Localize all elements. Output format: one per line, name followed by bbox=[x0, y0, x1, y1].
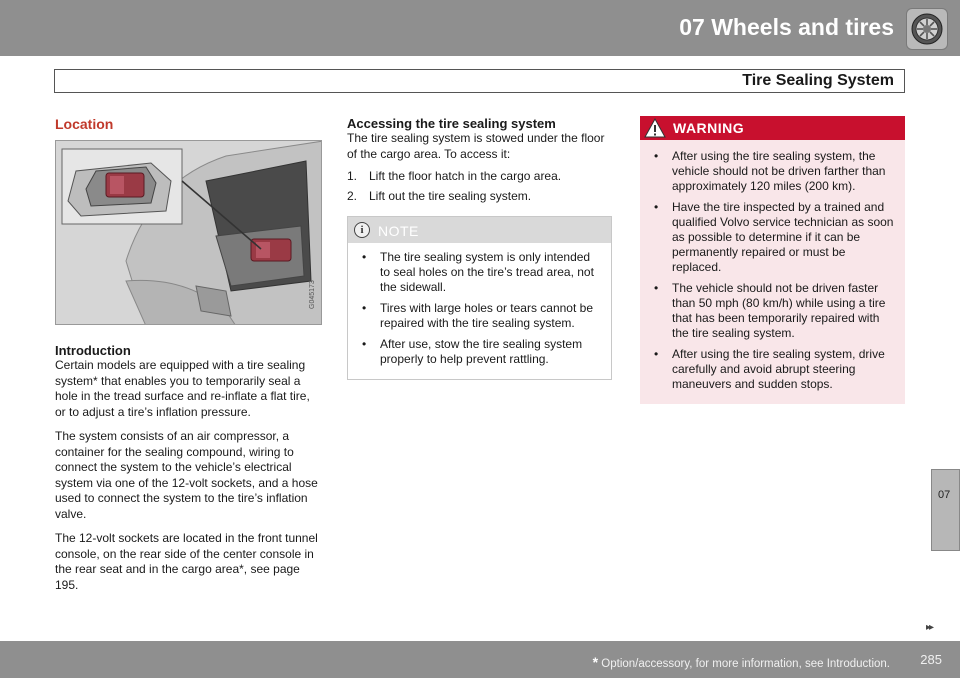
side-tab-label: 07 bbox=[938, 489, 951, 501]
warning-triangle-icon bbox=[644, 118, 666, 138]
warning-item bbox=[648, 149, 897, 194]
section-title: Tire Sealing System bbox=[742, 72, 894, 89]
section-title-box bbox=[54, 69, 905, 93]
warning-item bbox=[648, 347, 897, 392]
cargo-illustration-drawing bbox=[56, 141, 322, 325]
page-number: 285 bbox=[920, 652, 942, 667]
info-icon: i bbox=[354, 222, 370, 238]
wheel-icon-box bbox=[906, 8, 948, 50]
next-page-arrows-icon[interactable]: ▸▸ bbox=[926, 622, 933, 633]
warning-body bbox=[640, 140, 905, 404]
chapter-header-bar bbox=[0, 0, 960, 56]
intro-paragraph: The system consists of an air compressor, a container for the sealing compound, wiring to connect the system to the vehicle’s electrical system via one of the 12-volt sockets, and a hose used to connect the system to the tire’s inflation valve. bbox=[55, 429, 318, 521]
chapter-title: 07 Wheels and tires bbox=[679, 14, 894, 40]
wheel-icon bbox=[910, 12, 944, 46]
warning-item bbox=[648, 281, 897, 341]
step-item bbox=[347, 169, 612, 185]
note-box bbox=[347, 216, 612, 380]
step-number: 1. bbox=[347, 169, 358, 183]
bullet-icon: • bbox=[654, 281, 659, 295]
step-item bbox=[347, 189, 612, 205]
warning-item-text: After using the tire sealing system, the vehicle should not be driven farther than approximately 120 miles (200 km). bbox=[672, 149, 886, 193]
accessing-steps bbox=[347, 169, 612, 204]
cargo-area-illustration bbox=[55, 140, 322, 325]
intro-paragraph: The 12-volt sockets are located in the front tunnel console, on the rear side of the center console in the rear seat and in the cargo area*, see page 195. bbox=[55, 531, 318, 592]
accessing-heading: Accessing the tire sealing system bbox=[347, 116, 556, 131]
warning-item-text: The vehicle should not be driven faster than 50 mph (80 km/h) while using a tire that has been temporarily repaired with the tire sealing system. bbox=[672, 281, 886, 340]
column-left bbox=[55, 116, 323, 593]
chapter-side-tab[interactable] bbox=[931, 469, 960, 551]
note-item bbox=[356, 301, 603, 331]
warning-box bbox=[640, 116, 905, 404]
image-code: G045173 bbox=[309, 280, 316, 309]
note-item-text: The tire sealing system is only intended to seal holes on the tire’s tread area, not the sidewall. bbox=[380, 250, 594, 294]
step-text: Lift the floor hatch in the cargo area. bbox=[369, 169, 562, 183]
location-heading: Location bbox=[55, 116, 114, 132]
footer-bar bbox=[0, 641, 960, 678]
footer-star: * bbox=[592, 654, 599, 670]
introduction-heading: Introduction bbox=[55, 343, 131, 358]
bullet-icon: • bbox=[654, 149, 659, 163]
warning-item bbox=[648, 200, 897, 275]
step-text: Lift out the tire sealing system. bbox=[369, 188, 532, 203]
warning-header bbox=[640, 116, 905, 140]
column-right bbox=[640, 116, 905, 404]
warning-item-text: Have the tire inspected by a trained and qualified Volvo service technician as soon as possible to determine if it can be permanently repaired or must be replaced. bbox=[672, 200, 894, 274]
bullet-icon: • bbox=[654, 200, 659, 214]
footer-note-text: Option/accessory, for more information, see Introduction. bbox=[601, 658, 890, 670]
note-body bbox=[348, 243, 611, 379]
bullet-icon: • bbox=[362, 301, 367, 315]
bullet-icon: • bbox=[362, 250, 367, 264]
note-label: NOTE bbox=[378, 223, 419, 239]
note-header bbox=[348, 217, 611, 243]
note-item-text: Tires with large holes or tears cannot be repaired with the tire sealing system. bbox=[380, 301, 593, 330]
bullet-icon: • bbox=[362, 337, 367, 351]
warning-item-text: After using the tire sealing system, drive carefully and avoid abrupt steering maneuvers and sudden stops. bbox=[672, 347, 885, 391]
intro-paragraph: Certain models are equipped with a tire sealing system* that enables you to temporarily seal a hole in the tread surface and re-inflate a flat tire, or to adjust a tire’s inflation pressure. bbox=[55, 358, 310, 419]
step-number: 2. bbox=[347, 188, 358, 203]
warning-label: WARNING bbox=[673, 120, 745, 136]
note-item bbox=[356, 250, 603, 295]
note-item-text: After use, stow the tire sealing system properly to help prevent rattling. bbox=[380, 337, 583, 366]
note-item bbox=[356, 337, 603, 367]
bullet-icon: • bbox=[654, 347, 659, 361]
accessing-intro: The tire sealing system is stowed under the floor of the cargo area. To access it: bbox=[347, 131, 605, 161]
column-middle bbox=[347, 116, 612, 380]
footer-option-note bbox=[593, 654, 890, 670]
